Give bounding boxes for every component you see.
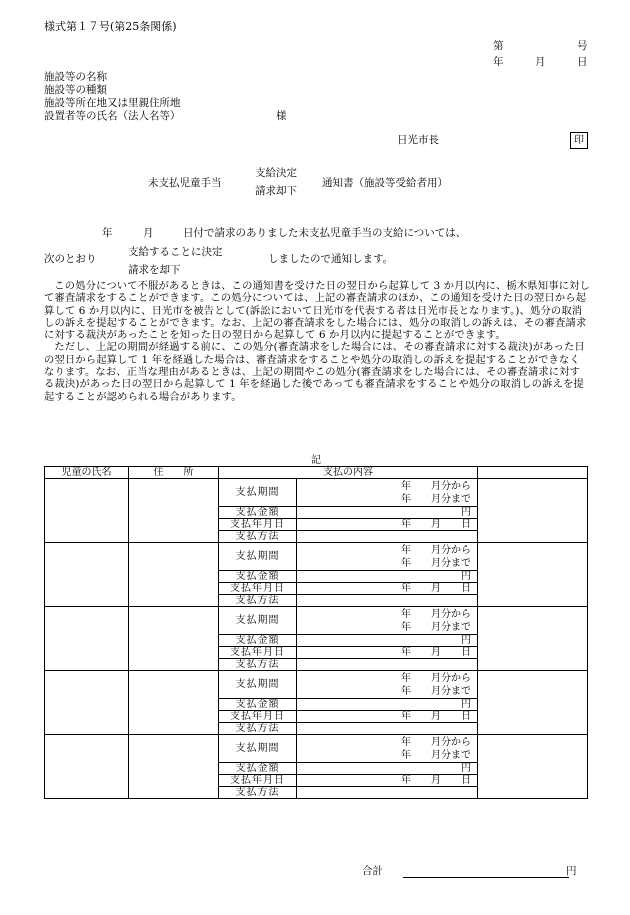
doc-date-month: 月 [535, 56, 546, 68]
address-cell[interactable] [129, 607, 219, 671]
period-to: 年 月分まで [401, 749, 471, 761]
period-from: 年 月分から [401, 544, 471, 556]
remarks-cell[interactable] [478, 671, 588, 735]
method-value[interactable] [297, 595, 478, 607]
period-value[interactable] [297, 735, 478, 763]
intro-year: 年 [102, 227, 113, 239]
intro-month: 月 [143, 227, 154, 239]
table-row [45, 735, 588, 763]
notice-body [44, 280, 590, 403]
notice-paragraph-proviso: ただし、上記の期間が経過する前に、この処分(審査請求をした場合には、その審査請求に対する裁決)があった日の翌日から起算して 1 年を経過した場合は、審査請求をすることや処分の取消しの訴えを提起することができなくなります。なお、正当な理由があるときは、上記の期間やこの処分(審査請求をした場合には、その審査請求に対する裁決)があった日の翌日から起算して 1 年を経過した後であっても審査請求をすることや処分の取消しの訴えを提起することが認められる場合があります。 [44, 341, 585, 403]
date-label: 支払年月日 [219, 519, 297, 531]
period-value[interactable] [297, 479, 478, 507]
address-facility-name: 施設等の名称 [44, 71, 107, 83]
address-cell[interactable] [129, 543, 219, 607]
address-cell[interactable] [129, 671, 219, 735]
amount-value[interactable]: 円 [297, 507, 478, 519]
period-label: 支払期間 [219, 607, 297, 635]
method-value[interactable] [297, 787, 478, 799]
date-value[interactable]: 年 月 日 [297, 647, 478, 659]
amount-label: 支払金額 [219, 635, 297, 647]
amount-label: 支払金額 [219, 699, 297, 711]
table-row [45, 671, 588, 699]
seal-mark: 印 [570, 132, 588, 149]
child-name-cell[interactable] [45, 479, 129, 543]
header-payment-content: 支払の内容 [219, 467, 478, 479]
period-to: 年 月分まで [401, 493, 471, 505]
period-from: 年 月分から [401, 672, 471, 684]
period-to: 年 月分まで [401, 557, 471, 569]
issuer: 日光市長 [397, 134, 439, 146]
amount-value[interactable]: 円 [297, 635, 478, 647]
child-name-cell[interactable] [45, 735, 129, 799]
period-to: 年 月分まで [401, 685, 471, 697]
period-value[interactable] [297, 607, 478, 635]
period-value[interactable] [297, 543, 478, 571]
address-cell[interactable] [129, 479, 219, 543]
intro-suffix: しましたので通知します。 [268, 253, 394, 265]
period-from: 年 月分から [401, 480, 471, 492]
date-value[interactable]: 年 月 日 [297, 583, 478, 595]
honorific: 様 [276, 110, 287, 122]
doc-date-day: 日 [577, 56, 588, 68]
address-cell[interactable] [129, 735, 219, 799]
remarks-cell[interactable] [478, 735, 588, 799]
period-from: 年 月分から [401, 736, 471, 748]
child-name-cell[interactable] [45, 607, 129, 671]
intro-prefix: 次のとおり [44, 253, 97, 265]
doc-number-dai: 第 [493, 40, 504, 52]
method-value[interactable] [297, 531, 478, 543]
remarks-cell[interactable] [478, 607, 588, 671]
amount-label: 支払金額 [219, 763, 297, 775]
period-to: 年 月分まで [401, 621, 471, 633]
period-label: 支払期間 [219, 671, 297, 699]
remarks-cell[interactable] [478, 543, 588, 607]
period-from: 年 月分から [401, 608, 471, 620]
table-row [45, 607, 588, 635]
period-value[interactable] [297, 671, 478, 699]
title-suffix: 通知書（施設等受給者用） [322, 177, 448, 189]
date-value[interactable]: 年 月 日 [297, 775, 478, 787]
method-label: 支払方法 [219, 595, 297, 607]
table-header-row [45, 467, 588, 479]
date-value[interactable]: 年 月 日 [297, 711, 478, 723]
title-option-grant: 支給決定 [255, 167, 297, 179]
remarks-cell[interactable] [478, 479, 588, 543]
total-yen-unit: 円 [566, 865, 577, 877]
table-row [45, 479, 588, 507]
child-name-cell[interactable] [45, 671, 129, 735]
payment-table-body [45, 479, 588, 799]
date-label: 支払年月日 [219, 711, 297, 723]
period-label: 支払期間 [219, 479, 297, 507]
child-name-cell[interactable] [45, 543, 129, 607]
method-label: 支払方法 [219, 659, 297, 671]
date-label: 支払年月日 [219, 583, 297, 595]
table-row [45, 543, 588, 571]
amount-value[interactable]: 円 [297, 763, 478, 775]
ki-marker: 記 [311, 455, 321, 466]
title-option-reject: 請求却下 [255, 185, 297, 197]
header-child-name: 児童の氏名 [45, 467, 129, 479]
notice-paragraph-appeal: この処分について不服があるときは、この通知書を受けた日の翌日から起算して 3 か月以内に、栃木県知事に対して審査請求をすることができます。この処分については、上記の審査請求のほか、この通知を受けた日の翌日から起算して 6 か月以内に、日光市を被告として(訴訟において日光市を代表する者は日光市長となります。)、処分の取消しの訴えを提起することができます。なお、上記の審査請求をした場合には、処分の取消しの訴えは、その審査請求に対する裁決があったことを知った日の翌日から起算して 6 か月以内に提起することができます。 [44, 280, 590, 342]
method-label: 支払方法 [219, 787, 297, 799]
method-label: 支払方法 [219, 531, 297, 543]
header-address: 住 所 [129, 467, 219, 479]
intro-option-grant: 支給することに決定 [128, 246, 223, 258]
period-label: 支払期間 [219, 735, 297, 763]
method-value[interactable] [297, 723, 478, 735]
title-prefix: 未支払児童手当 [148, 177, 222, 189]
payment-table [44, 466, 588, 799]
method-label: 支払方法 [219, 723, 297, 735]
total-amount-field[interactable] [403, 877, 569, 878]
amount-value[interactable]: 円 [297, 571, 478, 583]
amount-value[interactable]: 円 [297, 699, 478, 711]
period-label: 支払期間 [219, 543, 297, 571]
address-facility-location: 施設等所在地又は里親住所地 [44, 97, 181, 109]
doc-number-go: 号 [577, 40, 588, 52]
doc-date-year: 年 [493, 56, 504, 68]
header-blank [478, 467, 588, 479]
total-label: 合計 [362, 865, 383, 877]
form-number: 様式第１７号(第25条関係) [44, 20, 177, 33]
amount-label: 支払金額 [219, 571, 297, 583]
intro-option-reject: 請求を却下 [128, 264, 181, 276]
amount-label: 支払金額 [219, 507, 297, 519]
address-operator-name: 設置者等の氏名（法人名等） [44, 110, 181, 122]
intro-line1: 日付で請求のありました未支払児童手当の支給については、 [183, 227, 467, 239]
date-label: 支払年月日 [219, 775, 297, 787]
date-value[interactable]: 年 月 日 [297, 519, 478, 531]
method-value[interactable] [297, 659, 478, 671]
date-label: 支払年月日 [219, 647, 297, 659]
address-facility-type: 施設等の種類 [44, 84, 107, 96]
